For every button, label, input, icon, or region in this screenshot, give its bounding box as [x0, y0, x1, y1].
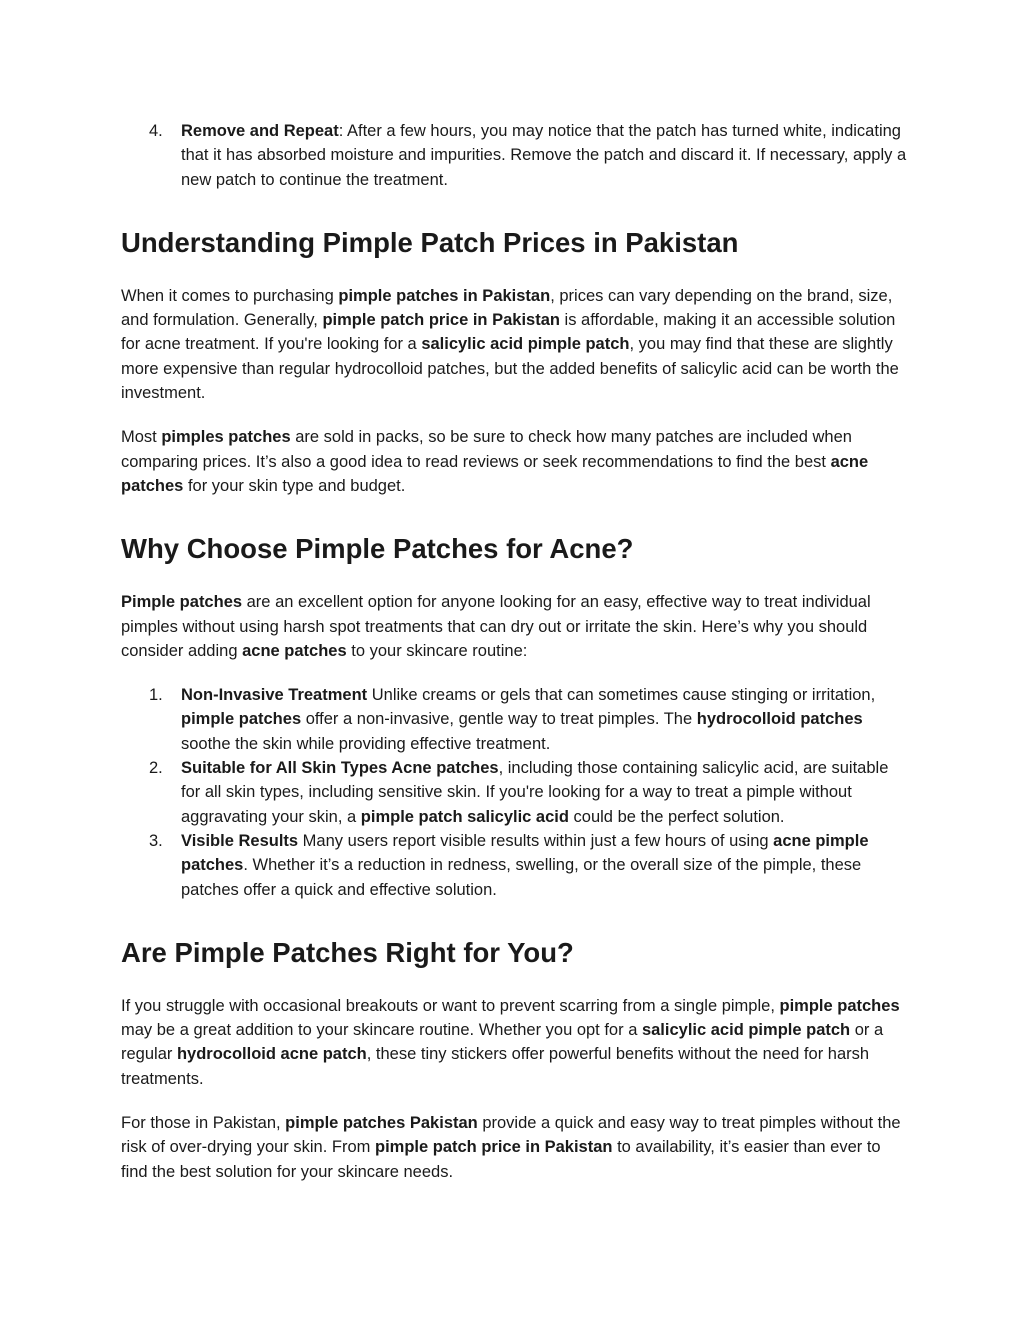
steps-list-continued: [121, 119, 911, 192]
text-run: or a regular: [121, 1021, 884, 1064]
bold-run: pimples patches: [161, 428, 291, 447]
text-run: Many users report visible results within just a few hours of using: [298, 831, 774, 850]
list-item-title: Remove and Repeat: [181, 122, 339, 140]
section-heading-prices: Understanding Pimple Patch Prices in Pakistan: [121, 226, 739, 258]
section-heading-why: Why Choose Pimple Patches for Acne?: [121, 533, 634, 565]
section-why: [121, 532, 911, 902]
list-item-number: 1.: [149, 686, 163, 705]
text-run: are sold in packs, so be sure to check how many patches are included when comparing prices. It’s also a good idea to read reviews or seek recommendations to find the best: [121, 428, 852, 471]
text-run: are an excellent option for anyone looking for an easy, effective way to treat individual pimples without using harsh spot treatments that can dry out or irritate the skin. Here’s why you should consider adding: [121, 593, 871, 660]
bold-run: salicylic acid pimple patch: [421, 335, 630, 354]
section-right-for-you: [121, 936, 911, 1184]
text-run: may be a great addition to your skincare routine. Whether you opt for a: [121, 1021, 642, 1040]
text-run: soothe the skin while providing effective treatment.: [181, 734, 551, 753]
paragraph: [121, 284, 911, 405]
bold-run: pimple patch price in Pakistan: [322, 311, 560, 330]
text-run: provide a quick and easy way to treat pimples without the risk of over-drying your skin. From: [121, 1114, 901, 1157]
text-run: If you struggle with occasional breakouts or want to prevent scarring from a single pimple,: [121, 996, 780, 1015]
bold-run: Pimple patches: [121, 593, 243, 612]
bold-run: pimple patches: [779, 996, 900, 1015]
text-run: Most: [121, 428, 162, 447]
benefits-list: [121, 683, 911, 902]
bold-run: acne pimple patches: [181, 831, 869, 875]
list-item-title: Non-Invasive Treatment: [181, 686, 368, 705]
text-run: . Whether it’s a reduction in redness, swelling, or the overall size of the pimple, these patches offer a quick and effective solution.: [181, 856, 862, 899]
list-item-number: 4.: [149, 122, 163, 140]
document-page: [121, 119, 911, 1204]
list-item: [121, 683, 911, 756]
list-item-number: 2.: [149, 759, 163, 778]
text-run: For those in Pakistan,: [121, 1114, 286, 1133]
list-item-title: Visible Results: [181, 831, 299, 850]
list-item: [121, 829, 911, 902]
section-prices: [121, 226, 911, 498]
text-run: , these tiny stickers offer powerful benefits without the need for harsh treatments.: [121, 1045, 870, 1088]
section-heading-right-for-you: Are Pimple Patches Right for You?: [121, 936, 574, 968]
text-run: for your skin type and budget.: [183, 476, 406, 495]
bold-run: pimple patches in Pakistan: [338, 286, 551, 305]
paragraph: [121, 1111, 911, 1184]
text-run: offer a non-invasive, gentle way to treat pimples. The: [301, 710, 697, 729]
text-run: When it comes to purchasing: [121, 286, 339, 305]
paragraph: [121, 994, 911, 1091]
text-run: , including those containing salicylic acid, are suitable for all skin types, including sensitive skin. If you're looking for a way to treat a pimple without aggravating your skin, a: [181, 759, 889, 826]
bold-run: pimple patches Pakistan: [285, 1114, 478, 1133]
text-run: , you may find that these are slightly more expensive than regular hydrocolloid patches, but the added benefits of salicylic acid can be worth the investment.: [121, 335, 899, 403]
bold-run: acne patches: [121, 452, 869, 495]
text-run: to availability, it’s easier than ever to find the best solution for your skincare needs.: [121, 1138, 881, 1181]
text-run: , prices can vary depending on the brand, size, and formulation. Generally,: [121, 286, 893, 330]
bold-run: pimple patches: [181, 710, 302, 729]
bold-run: pimple patch salicylic acid: [360, 807, 569, 826]
text-run: could be the perfect solution.: [568, 807, 785, 826]
paragraph: [121, 590, 911, 663]
bold-run: hydrocolloid patches: [696, 710, 863, 729]
text-run: is affordable, making it an accessible solution for acne treatment. If you're looking for a: [121, 311, 896, 354]
text-run: Unlike creams or gels that can sometimes cause stinging or irritation,: [367, 686, 876, 705]
list-item: [121, 119, 911, 192]
text-run: to your skincare routine:: [346, 641, 528, 660]
list-item: [121, 756, 911, 829]
list-item-text: : After a few hours, you may notice that the patch has turned white, indicating that it has absorbed moisture and impurities. Remove the patch and discard it. If necessary, apply a new patch to continue the treatment.: [181, 122, 907, 189]
bold-run: acne patches: [242, 641, 347, 660]
bold-run: hydrocolloid acne patch: [176, 1045, 367, 1064]
list-item-title: Suitable for All Skin Types Acne patches: [181, 759, 499, 778]
list-item-number: 3.: [149, 831, 163, 850]
paragraph: [121, 425, 911, 498]
bold-run: salicylic acid pimple patch: [641, 1021, 851, 1040]
bold-run: pimple patch price in Pakistan: [374, 1138, 613, 1157]
